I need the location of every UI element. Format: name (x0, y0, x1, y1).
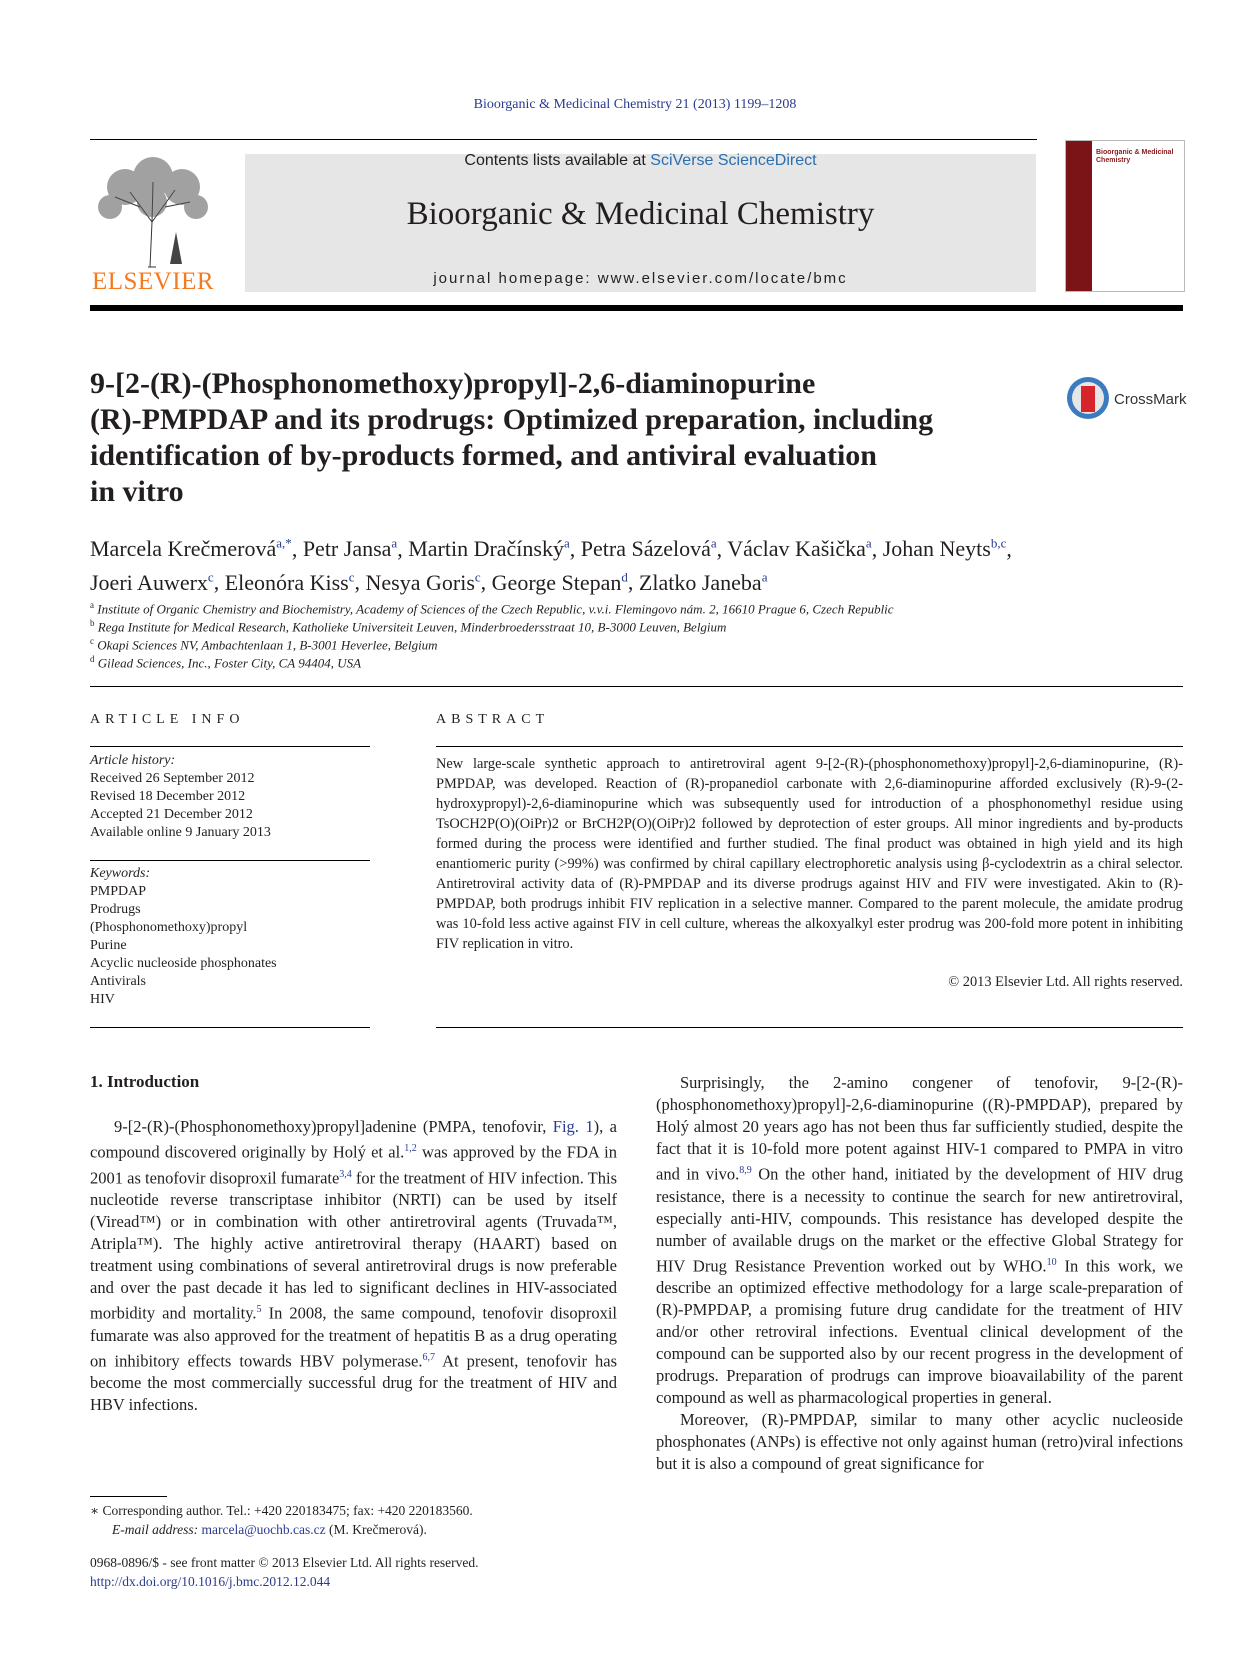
crossmark-icon[interactable] (1066, 376, 1110, 420)
intro-paragraph: Moreover, (R)-PMPDAP, similar to many other acyclic nucleoside phosphonates (ANPs) is effective not only against human (retro)viral infections but it is also a compound of great significance for (656, 1410, 1183, 1473)
article-info-bottom-rule (90, 1027, 370, 1028)
contents-line (245, 152, 1036, 170)
figure-link[interactable]: Fig. 1 (552, 1117, 594, 1136)
journal-cover-thumbnail (1065, 140, 1185, 292)
email-note: E-mail address: marcela@uochb.cas.cz (M. Krečmerová). (112, 1522, 427, 1537)
ref-link[interactable]: 3,4 (339, 1168, 352, 1180)
affiliation: $^c$ Okapi Sciences NV, Ambachtenlaan 1, B-3001 Heverlee, Belgium (90, 636, 438, 653)
header-thick-rule (90, 305, 1183, 311)
ref-link[interactable]: 10 (1046, 1256, 1057, 1268)
article-title (90, 366, 1010, 510)
journal-title: Bioorganic & Medicinal Chemistry (406, 196, 875, 232)
ref-link[interactable]: 6,7 (422, 1351, 435, 1363)
keyword: Purine (90, 938, 127, 953)
keyword: (Phosphonomethoxy)propyl (90, 920, 248, 935)
issn-line: 0968-0896/$ - see front matter © 2013 Elsevier Ltd. All rights reserved. (90, 1555, 479, 1570)
keywords-label: Keywords: (90, 866, 151, 881)
title-line: 9-[2-(R)-(Phosphonomethoxy)propyl]-2,6-diaminopurine (90, 367, 816, 400)
article-history (90, 752, 370, 842)
affiliation: $^d$ Gilead Sciences, Inc., Foster City, CA 94404, USA (90, 654, 362, 671)
author[interactable]: George Stepan$^d$ (491, 569, 628, 595)
author[interactable]: Marcela Krečmerová$^{a,*}$ (90, 536, 292, 562)
keyword: PMPDAP (90, 884, 147, 899)
email-link[interactable]: marcela@uochb.cas.cz (201, 1522, 326, 1537)
title-line: (R)-PMPDAP and its prodrugs: Optimized preparation, including (90, 403, 934, 436)
author[interactable]: Nesya Goris$^c$ (365, 569, 481, 595)
keyword: Prodrugs (90, 902, 141, 917)
intro-left-column (90, 1116, 617, 1416)
history-item: Available online 9 January 2013 (90, 825, 271, 840)
intro-paragraph: Surprisingly, the 2-amino congener of tenofovir, 9-[2-(R)-(phosphonomethoxy)propyl]-2,6-diaminopurine ((R)-PMPDAP), prepared by Holý almost 20 years ago has not been thus far sufficiently studied, despite the fact that it is 10-fold more potent against HIV-1 compared to PMPA in vitro and in vivo.$^{8,9}$ On the other hand, initiated by the development of HIV drug resistance, there is a necessity to continue the search for new antiretroviral, especially anti-HIV, compounds. This resistance has developed despite the number of available drugs on the market or the effective Global Strategy for HIV Drug Resistance Prevention worked out by WHO.$^{10}$ In this work, we describe an optimized effective methodology for a large scale-preparation of (R)-PMPDAP, a promising future drug candidate for the treatment of HIV and/or other retroviral infections. Eventual clinical development of the compound can be supported also by our recent progress in the development of prodrugs. Preparation of prodrugs can improve bioavailability of the parent compound as well as pharmacological properties in general. (656, 1073, 1184, 1407)
author[interactable]: Eleonóra Kiss$^c$ (224, 569, 355, 595)
author[interactable]: Johan Neyts$^{b,c}$ (882, 536, 1007, 562)
history-item: Received 26 September 2012 (90, 771, 255, 786)
crossmark-label[interactable]: CrossMark (1114, 391, 1187, 408)
keyword: Acyclic nucleoside phosphonates (90, 956, 277, 971)
history-item: Revised 18 December 2012 (90, 789, 246, 804)
abstract-heading: ABSTRACT (436, 712, 550, 727)
abstract-text: New large-scale synthetic approach to antiretroviral agent 9-[2-(R)-(phosphonomethoxy)propyl]-2,6-diaminopurine, (R)-PMPDAP, was developed. Reaction of (R)-propanediol carbonate with 2,6-diaminopurine afforded exclusively (R)-9-(2-hydroxypropyl)-2,6-diaminopurine which was subsequently used for introduction of a phosphonomethyl residue using TsOCH2P(O)(OiPr)2 or BrCH2P(O)(OiPr)2 followed by deprotection of ester groups. All minor ingredients and by-products formed during the process were identified and further studied. The final product was obtained in high yield and its high enantiomeric purity (>99%) was confirmed by chiral capillary electrophoretic analysis using β-cyclodextrin as a chiral selector. Antiretroviral activity data of (R)-PMPDAP and its diverse prodrugs against HIV and FIV were investigated. Akin to (R)-PMPDAP, both prodrugs inhibit FIV replication in a selective manner. Compared to the parent molecule, the amidate prodrug was 10-fold less active against FIV in cell culture, whereas the alkoxyalkyl ester prodrug was 200-fold more potent in inhibiting FIV replication in vitro. (436, 756, 1183, 952)
author[interactable]: Martin Dračínský$^a$ (408, 536, 570, 562)
author[interactable]: Václav Kašička$^a$ (727, 536, 872, 562)
keywords-rule (90, 860, 370, 861)
affiliation: $^a$ Institute of Organic Chemistry and Biochemistry, Academy of Sciences of the Czech Republic, v.v.i. Flemingovo nám. 2, 16610 Prague 6, Czech Republic (90, 600, 894, 617)
section-rule (90, 686, 1183, 687)
header-rule (90, 139, 1037, 140)
corresponding-author-note: ∗ Corresponding author. Tel.: +420 220183475; fax: +420 220183560. (90, 1503, 473, 1518)
article-info-rule (90, 746, 370, 747)
history-label: Article history: (90, 753, 176, 768)
article-info-heading: ARTICLE INFO (90, 712, 245, 727)
introduction-heading: 1. Introduction (90, 1072, 200, 1091)
title-line: in vitro (90, 475, 184, 508)
history-item: Accepted 21 December 2012 (90, 807, 253, 822)
intro-paragraph: 9-[2-(R)-(Phosphonomethoxy)propyl]adenine (PMPA, tenofovir, Fig. 1), a compound discovered originally by Holý et al.$^{1,2}$ was approved by the FDA in 2001 as tenofovir disoproxil fumarate$^{3,4}$ for the treatment of HIV infection. This nucleotide reverse transcriptase inhibitor (NRTI) can be used by itself (Viread™) or in combination with other antiretroviral agents (Truvada™, Atripla™). The highly active antiretroviral therapy (HAART) based on treatment using combinations of several antiretroviral drugs is now preferable and over the past decade it has led to significant declines in HIV-associated morbidity and mortality.$^5$ In 2008, the same compound, tenofovir disoproxil fumarate was also approved for the treatment of hepatitis B as a drug operating on inhibitory effects towards HBV polymerase.$^{6,7}$ At present, tenofovir has become the most commercially successful drug for the treatment of HIV and HBV infections. (90, 1117, 617, 1414)
title-line: identification of by-products formed, and antiviral evaluation (90, 439, 877, 472)
abstract-bottom-rule (436, 1027, 1183, 1028)
author[interactable]: Zlatko Janeba$^a$ (638, 569, 768, 595)
affiliation: $^b$ Rega Institute for Medical Research, Katholieke Universiteit Leuven, Minderbroedersstraat 10, B-3000 Leuven, Belgium (90, 618, 727, 635)
journal-reference-link[interactable]: Bioorganic & Medicinal Chemistry 21 (2013) 1199–1208 (473, 97, 797, 112)
author[interactable]: Joeri Auwerx$^c$ (90, 569, 214, 595)
journal-homepage[interactable]: journal homepage: www.elsevier.com/locate/bmc (433, 270, 848, 287)
author[interactable]: Petr Jansa$^a$ (302, 536, 398, 562)
author[interactable]: Petra Sázelová$^a$ (580, 536, 717, 562)
abstract-rule (436, 746, 1183, 747)
footnote-rule (90, 1496, 167, 1497)
keyword: Antivirals (90, 974, 146, 989)
sciencedirect-link[interactable]: SciVerse ScienceDirect (650, 152, 817, 169)
doi-link[interactable]: http://dx.doi.org/10.1016/j.bmc.2012.12.044 (90, 1574, 331, 1589)
abstract-copyright: © 2013 Elsevier Ltd. All rights reserved. (948, 974, 1183, 990)
author-list: Marcela Krečmerová$^{a,*}$, Petr Jansa$^a$, Martin Dračínský$^a$, Petra Sázelová$^a$, Václav Kašička$^a$, Johan Neyts$^{b,c}$, Joeri Auwerx$^c$, Eleonóra Kiss$^c$, Nesya Goris$^c$, George Stepan$^d$, Zlatko Janeba$^a$ (90, 536, 1012, 595)
ref-link[interactable]: 5 (256, 1304, 262, 1315)
intro-right-column (656, 1072, 1183, 1475)
keyword: HIV (90, 992, 115, 1007)
cover-title: Bioorganic & Medicinal Chemistry (1096, 149, 1174, 164)
ref-link[interactable]: 8,9 (739, 1165, 752, 1176)
ref-link[interactable]: 1,2 (404, 1143, 417, 1154)
elsevier-wordmark: ELSEVIER (91, 268, 215, 295)
contents-prefix: Contents lists available at (464, 152, 651, 169)
keywords (90, 865, 370, 1009)
cover-spine (1066, 141, 1092, 291)
